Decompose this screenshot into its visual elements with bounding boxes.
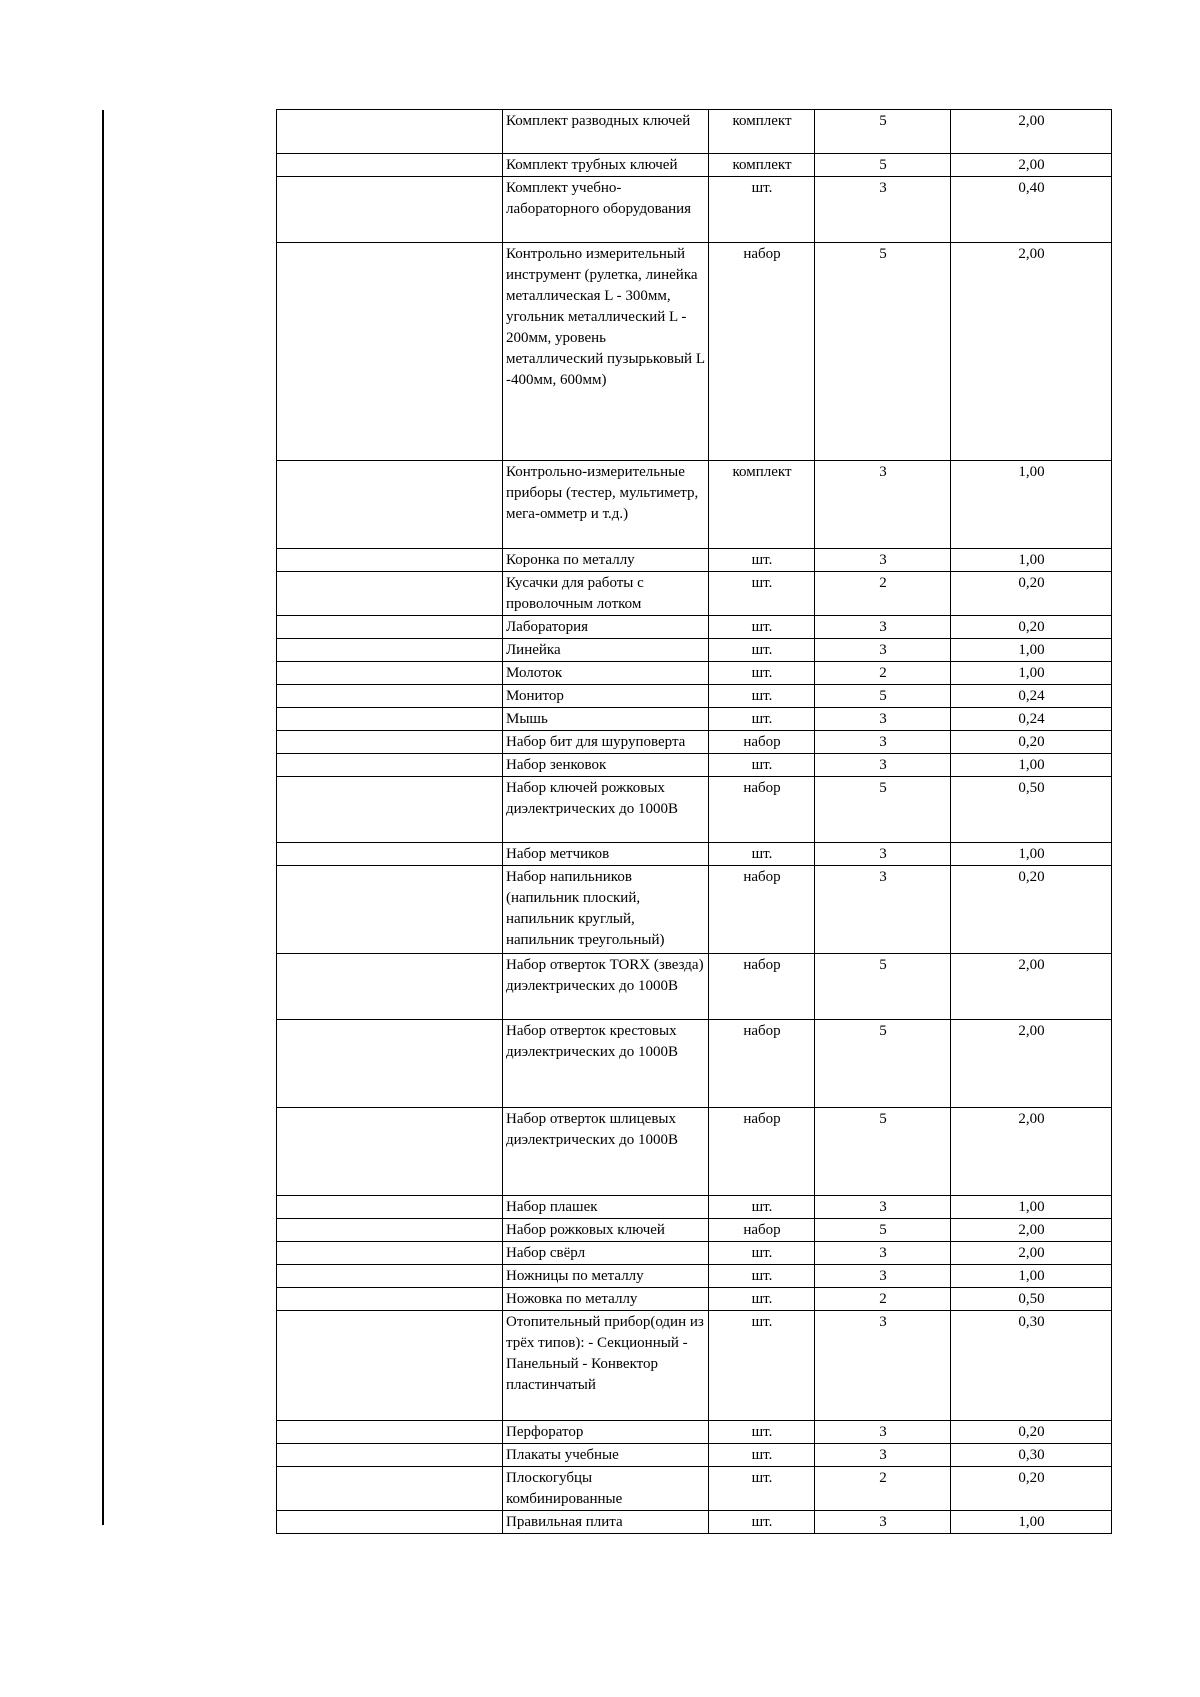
- norm-cell: 0,40: [951, 177, 1112, 243]
- quantity-cell: 3: [815, 177, 951, 243]
- table-row: [277, 708, 1112, 731]
- table-row: [277, 1288, 1112, 1311]
- unit-cell: набор: [709, 866, 815, 954]
- table-row: [277, 777, 1112, 843]
- quantity-cell: 5: [815, 1020, 951, 1108]
- unit-cell: шт.: [709, 1196, 815, 1219]
- table-row: [277, 662, 1112, 685]
- quantity-cell: 3: [815, 639, 951, 662]
- quantity-cell: 3: [815, 1444, 951, 1467]
- quantity-cell: 5: [815, 110, 951, 154]
- unit-cell: шт.: [709, 177, 815, 243]
- quantity-cell: 2: [815, 662, 951, 685]
- norm-cell: 0,20: [951, 866, 1112, 954]
- quantity-cell: 5: [815, 154, 951, 177]
- blank-cell: [277, 1421, 503, 1444]
- blank-cell: [277, 177, 503, 243]
- quantity-cell: 2: [815, 1288, 951, 1311]
- unit-cell: шт.: [709, 1242, 815, 1265]
- norm-cell: 0,20: [951, 616, 1112, 639]
- blank-cell: [277, 954, 503, 1020]
- item-name-cell: Отопительный прибор(один из трёх типов): - Секционный - Панельный - Конвектор пластинчатый: [503, 1311, 709, 1421]
- blank-cell: [277, 1444, 503, 1467]
- unit-cell: шт.: [709, 1444, 815, 1467]
- norm-cell: 1,00: [951, 662, 1112, 685]
- table-row: [277, 549, 1112, 572]
- item-name-cell: Перфоратор: [503, 1421, 709, 1444]
- table-row: [277, 1196, 1112, 1219]
- norm-cell: 1,00: [951, 549, 1112, 572]
- norm-cell: 0,20: [951, 572, 1112, 616]
- quantity-cell: 5: [815, 1108, 951, 1196]
- blank-cell: [277, 1265, 503, 1288]
- item-name-cell: Лаборатория: [503, 616, 709, 639]
- norm-cell: 2,00: [951, 954, 1112, 1020]
- blank-cell: [277, 1288, 503, 1311]
- item-name-cell: Комплект разводных ключей: [503, 110, 709, 154]
- table-row: [277, 1444, 1112, 1467]
- blank-cell: [277, 1108, 503, 1196]
- norm-cell: 1,00: [951, 754, 1112, 777]
- quantity-cell: 5: [815, 243, 951, 461]
- quantity-cell: 3: [815, 843, 951, 866]
- blank-cell: [277, 685, 503, 708]
- item-name-cell: Контрольно измерительный инструмент (рулетка, линейка металлическая L - 300мм, угольник металлический L - 200мм, уровень металлический пузырьковый L -400мм, 600мм): [503, 243, 709, 461]
- norm-cell: 0,24: [951, 708, 1112, 731]
- unit-cell: набор: [709, 731, 815, 754]
- table-row: [277, 616, 1112, 639]
- norm-cell: 0,30: [951, 1311, 1112, 1421]
- blank-cell: [277, 662, 503, 685]
- unit-cell: шт.: [709, 685, 815, 708]
- unit-cell: набор: [709, 243, 815, 461]
- item-name-cell: Набор зенковок: [503, 754, 709, 777]
- unit-cell: набор: [709, 954, 815, 1020]
- table-row: [277, 461, 1112, 549]
- item-name-cell: Набор отверток шлицевых диэлектрических до 1000В: [503, 1108, 709, 1196]
- equipment-table-body: [277, 110, 1112, 1534]
- item-name-cell: Плакаты учебные: [503, 1444, 709, 1467]
- unit-cell: шт.: [709, 1288, 815, 1311]
- table-row: [277, 866, 1112, 954]
- quantity-cell: 3: [815, 866, 951, 954]
- norm-cell: 1,00: [951, 843, 1112, 866]
- norm-cell: 0,30: [951, 1444, 1112, 1467]
- norm-cell: 1,00: [951, 639, 1112, 662]
- norm-cell: 1,00: [951, 1196, 1112, 1219]
- blank-cell: [277, 1311, 503, 1421]
- item-name-cell: Набор рожковых ключей: [503, 1219, 709, 1242]
- item-name-cell: Линейка: [503, 639, 709, 662]
- equipment-table: [276, 109, 1112, 1534]
- quantity-cell: 3: [815, 1421, 951, 1444]
- quantity-cell: 3: [815, 754, 951, 777]
- table-row: [277, 572, 1112, 616]
- unit-cell: шт.: [709, 616, 815, 639]
- blank-cell: [277, 754, 503, 777]
- blank-cell: [277, 1020, 503, 1108]
- unit-cell: набор: [709, 1020, 815, 1108]
- unit-cell: шт.: [709, 1467, 815, 1511]
- blank-cell: [277, 243, 503, 461]
- norm-cell: 2,00: [951, 1219, 1112, 1242]
- unit-cell: шт.: [709, 1511, 815, 1534]
- table-row: [277, 110, 1112, 154]
- blank-cell: [277, 616, 503, 639]
- norm-cell: 0,24: [951, 685, 1112, 708]
- blank-cell: [277, 1242, 503, 1265]
- norm-cell: 1,00: [951, 1265, 1112, 1288]
- item-name-cell: Контрольно-измерительные приборы (тестер, мультиметр, мега-омметр и т.д.): [503, 461, 709, 549]
- item-name-cell: Ножовка по металлу: [503, 1288, 709, 1311]
- table-row: [277, 1108, 1112, 1196]
- item-name-cell: Набор метчиков: [503, 843, 709, 866]
- unit-cell: набор: [709, 1108, 815, 1196]
- table-row: [277, 1020, 1112, 1108]
- norm-cell: 1,00: [951, 461, 1112, 549]
- blank-cell: [277, 1219, 503, 1242]
- table-row: [277, 1219, 1112, 1242]
- unit-cell: шт.: [709, 572, 815, 616]
- table-row: [277, 685, 1112, 708]
- norm-cell: 0,20: [951, 731, 1112, 754]
- unit-cell: шт.: [709, 662, 815, 685]
- unit-cell: шт.: [709, 549, 815, 572]
- unit-cell: шт.: [709, 843, 815, 866]
- norm-cell: 2,00: [951, 243, 1112, 461]
- blank-cell: [277, 461, 503, 549]
- quantity-cell: 3: [815, 708, 951, 731]
- item-name-cell: Набор бит для шуруповерта: [503, 731, 709, 754]
- item-name-cell: Набор отверток TORX (звезда) диэлектрических до 1000В: [503, 954, 709, 1020]
- norm-cell: 0,50: [951, 1288, 1112, 1311]
- table-row: [277, 154, 1112, 177]
- item-name-cell: Набор напильников (напильник плоский, напильник круглый, напильник треугольный): [503, 866, 709, 954]
- table-row: [277, 1421, 1112, 1444]
- quantity-cell: 3: [815, 549, 951, 572]
- norm-cell: 2,00: [951, 1242, 1112, 1265]
- item-name-cell: Комплект трубных ключей: [503, 154, 709, 177]
- quantity-cell: 5: [815, 954, 951, 1020]
- unit-cell: набор: [709, 777, 815, 843]
- blank-cell: [277, 110, 503, 154]
- unit-cell: шт.: [709, 1265, 815, 1288]
- blank-cell: [277, 708, 503, 731]
- item-name-cell: Монитор: [503, 685, 709, 708]
- table-row: [277, 1242, 1112, 1265]
- norm-cell: 1,00: [951, 1511, 1112, 1534]
- quantity-cell: 3: [815, 1511, 951, 1534]
- table-row: [277, 177, 1112, 243]
- item-name-cell: Комплект учебно-лабораторного оборудования: [503, 177, 709, 243]
- item-name-cell: Кусачки для работы с проволочным лотком: [503, 572, 709, 616]
- unit-cell: комплект: [709, 154, 815, 177]
- norm-cell: 2,00: [951, 1108, 1112, 1196]
- unit-cell: шт.: [709, 1421, 815, 1444]
- blank-cell: [277, 154, 503, 177]
- blank-cell: [277, 843, 503, 866]
- quantity-cell: 2: [815, 1467, 951, 1511]
- quantity-cell: 3: [815, 731, 951, 754]
- quantity-cell: 2: [815, 572, 951, 616]
- unit-cell: шт.: [709, 1311, 815, 1421]
- unit-cell: комплект: [709, 110, 815, 154]
- item-name-cell: Набор плашек: [503, 1196, 709, 1219]
- quantity-cell: 3: [815, 1265, 951, 1288]
- item-name-cell: Набор ключей рожковых диэлектрических до 1000В: [503, 777, 709, 843]
- item-name-cell: Ножницы по металлу: [503, 1265, 709, 1288]
- quantity-cell: 5: [815, 685, 951, 708]
- quantity-cell: 3: [815, 1242, 951, 1265]
- item-name-cell: Набор свёрл: [503, 1242, 709, 1265]
- norm-cell: 0,20: [951, 1467, 1112, 1511]
- table-row: [277, 1265, 1112, 1288]
- quantity-cell: 3: [815, 461, 951, 549]
- blank-cell: [277, 1511, 503, 1534]
- norm-cell: 0,50: [951, 777, 1112, 843]
- item-name-cell: Молоток: [503, 662, 709, 685]
- page-margin-rule: [102, 110, 104, 1525]
- item-name-cell: Набор отверток крестовых диэлектрических до 1000В: [503, 1020, 709, 1108]
- quantity-cell: 5: [815, 1219, 951, 1242]
- unit-cell: набор: [709, 1219, 815, 1242]
- table-row: [277, 243, 1112, 461]
- blank-cell: [277, 1196, 503, 1219]
- item-name-cell: Правильная плита: [503, 1511, 709, 1534]
- blank-cell: [277, 731, 503, 754]
- quantity-cell: 3: [815, 616, 951, 639]
- norm-cell: 2,00: [951, 110, 1112, 154]
- unit-cell: комплект: [709, 461, 815, 549]
- item-name-cell: Коронка по металлу: [503, 549, 709, 572]
- table-row: [277, 843, 1112, 866]
- quantity-cell: 5: [815, 777, 951, 843]
- quantity-cell: 3: [815, 1196, 951, 1219]
- table-row: [277, 639, 1112, 662]
- table-row: [277, 731, 1112, 754]
- unit-cell: шт.: [709, 639, 815, 662]
- table-row: [277, 1311, 1112, 1421]
- table-row: [277, 954, 1112, 1020]
- table-row: [277, 754, 1112, 777]
- norm-cell: 0,20: [951, 1421, 1112, 1444]
- blank-cell: [277, 866, 503, 954]
- item-name-cell: Мышь: [503, 708, 709, 731]
- table-row: [277, 1467, 1112, 1511]
- blank-cell: [277, 1467, 503, 1511]
- item-name-cell: Плоскогубцы комбинированные: [503, 1467, 709, 1511]
- table-row: [277, 1511, 1112, 1534]
- quantity-cell: 3: [815, 1311, 951, 1421]
- blank-cell: [277, 639, 503, 662]
- norm-cell: 2,00: [951, 1020, 1112, 1108]
- blank-cell: [277, 549, 503, 572]
- blank-cell: [277, 777, 503, 843]
- norm-cell: 2,00: [951, 154, 1112, 177]
- unit-cell: шт.: [709, 754, 815, 777]
- unit-cell: шт.: [709, 708, 815, 731]
- blank-cell: [277, 572, 503, 616]
